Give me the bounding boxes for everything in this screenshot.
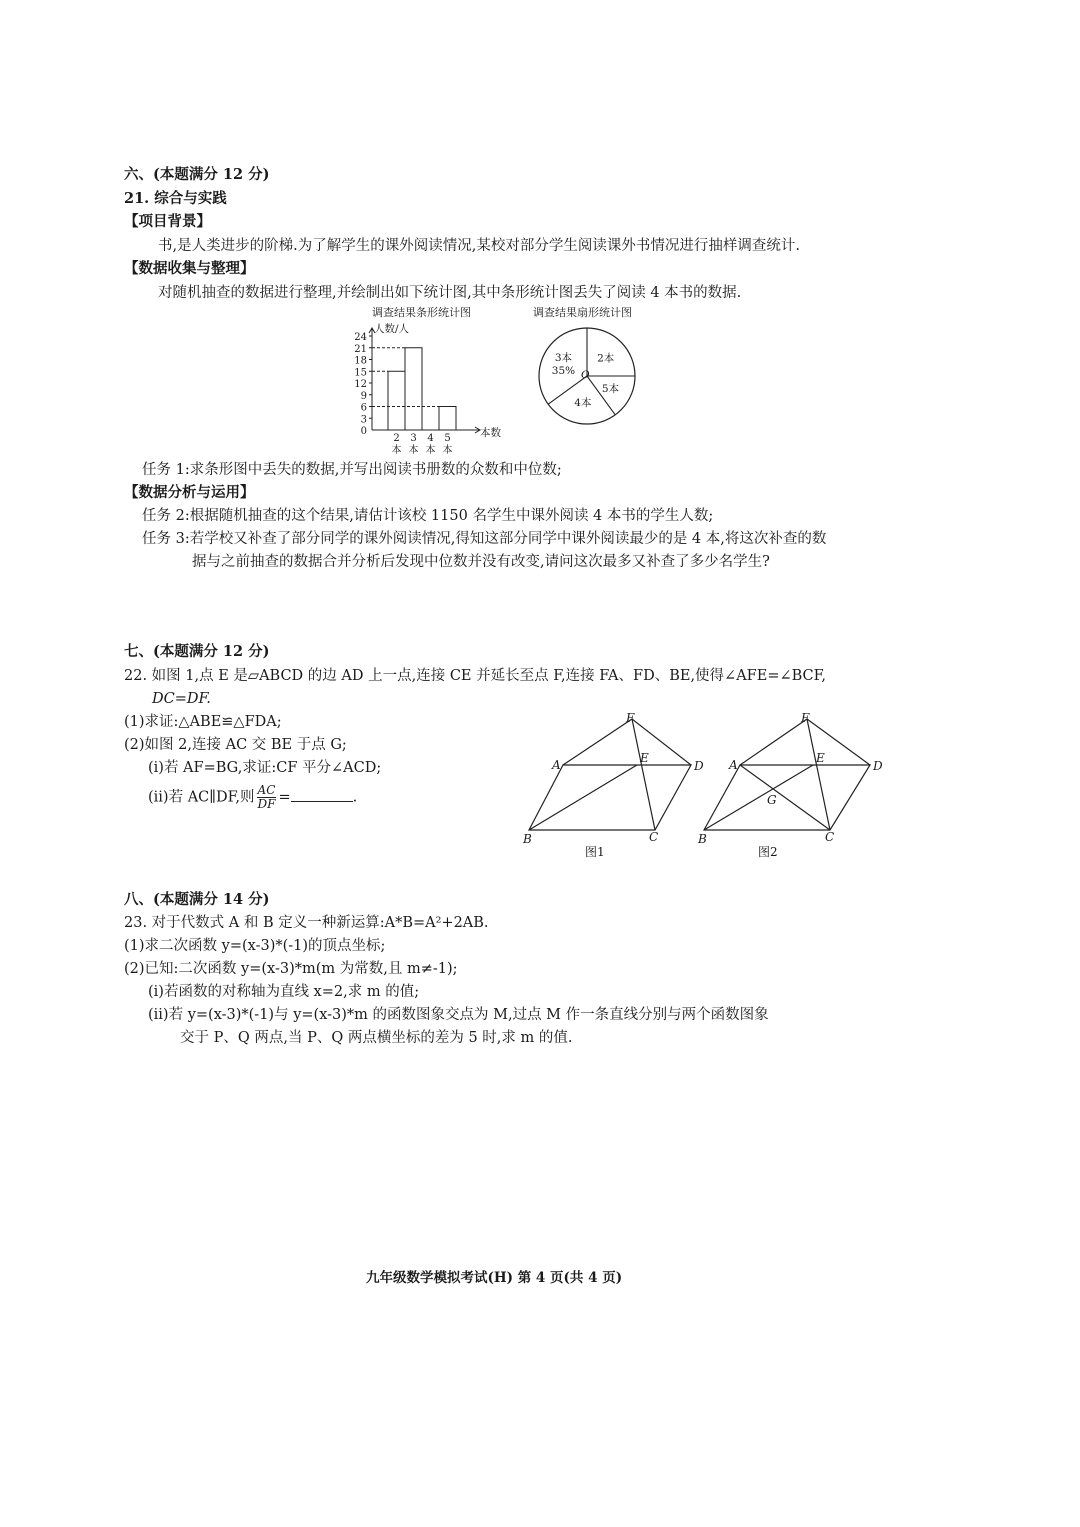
question-23-part-2-i: (ⅰ)若函数的对称轴为直线 x=2,求 m 的值; [148,984,420,1000]
label-d: D [694,759,704,773]
question-22-part-1: (1)求证:△ABE≌△FDA; [124,714,282,730]
label-a: A [729,758,738,772]
label-c: C [649,830,659,844]
label-g: G [767,793,777,807]
bar-chart-title: 调查结果条形统计图 [372,306,471,319]
figure-1 [515,708,710,863]
question-23: 23. 对于代数式 A 和 B 定义一种新运算:A*B=A²+2AB. [124,915,489,931]
page-footer: 九年级数学模拟考试(H) 第 4 页(共 4 页) [366,1270,623,1286]
y-tick-label: 15 [354,367,367,379]
y-tick-label: 12 [354,379,367,390]
figure-2-caption: 图2 [758,845,778,859]
label-e: E [640,751,649,765]
label-e: E [816,751,825,765]
task-3-line-2: 据与之前抽查的数据合并分析后发现中位数并没有改变,请问这次最多又补查了多少名学生? [192,554,770,570]
question-23-part-2-ii-line-2: 交于 P、Q 两点,当 P、Q 两点横坐标的差为 5 时,求 m 的值. [180,1030,573,1046]
pie-center-label: O [581,369,590,381]
y-tick-label: 6 [360,402,367,414]
x-tick-unit: 本 [425,445,436,456]
x-tick-label: 4 [427,433,434,444]
x-tick-label: 3 [410,433,417,444]
fraction-numerator: AC [257,783,276,797]
data-analysis-heading: 【数据分析与运用】 [124,484,255,501]
pie-label-2本: 2本 [597,352,615,365]
figure-2 [690,708,890,863]
question-23-part-2-ii-line-1: (ⅱ)若 y=(x-3)*(-1)与 y=(x-3)*m 的函数图象交点为 M,过点 M 作一条直线分别与两个函数图象 [148,1007,769,1023]
label-f: F [626,711,635,725]
label-b: B [698,832,707,846]
answer-blank [291,789,353,802]
y-tick-label: 9 [360,390,367,402]
section-6-title: 六、(本题满分 12 分) [124,166,270,183]
y-tick-label: 0 [360,426,367,437]
question-22-line-1: 22. 如图 1,点 E 是▱ABCD 的边 AD 上一点,连接 CE 并延长至点 F,连接 FA、FD、BE,使得∠AFE=∠BCF, [124,668,827,684]
segment-fc [632,719,655,830]
label-f: F [801,711,810,725]
background-heading: 【项目背景】 [124,213,211,230]
fraction-denominator: DF [257,797,276,811]
ratio-fraction [257,784,277,811]
x-tick-unit: 本 [408,445,419,456]
pie-label-5本: 5本 [601,382,620,395]
parallelogram-abcd [529,765,691,830]
label-b: B [523,832,532,846]
task-1: 任务 1:求条形图中丢失的数据,并写出阅读书册数的众数和中位数; [142,462,562,478]
pie-chart-title: 调查结果扇形统计图 [533,306,632,319]
x-tick-label: 2 [393,433,400,444]
bar-3本 [405,348,422,430]
equals-sign: = [278,789,291,806]
segment-be [529,765,637,830]
question-23-part-2: (2)已知:二次函数 y=(x-3)*m(m 为常数,且 m≠-1); [124,961,458,977]
task-2: 任务 2:根据随机抽查的这个结果,请估计该校 1150 名学生中课外阅读 4 本书的学生人数; [142,508,714,524]
question-21-title: 21. 综合与实践 [124,190,227,207]
segment-fa [740,719,807,765]
section-8-title: 八、(本题满分 14 分) [124,891,270,908]
figure-1-caption: 图1 [585,845,605,859]
question-22-part-2-ii [148,784,357,811]
segment-fc [807,719,830,830]
x-tick-label: 5 [444,433,451,444]
pie-label-3本: 3本 [554,352,573,365]
y-axis-label: 人数/人 [374,323,410,335]
segment-ac [740,765,830,830]
y-tick-label: 18 [354,355,367,367]
y-tick-label: 3 [360,414,367,426]
pie-chart [525,302,665,432]
y-tick-label: 21 [354,343,367,355]
question-22-part-2-i: (ⅰ)若 AF=BG,求证:CF 平分∠ACD; [148,760,382,776]
parallelogram-abcd [704,765,870,830]
y-tick-label: 24 [354,332,367,343]
period: . [352,789,358,806]
part-2-ii-prefix: (ⅱ)若 AC∥DF,则 [148,789,255,806]
bar-5本 [439,407,456,431]
label-a: A [552,758,561,772]
label-d: D [873,759,883,773]
segment-fa [563,719,632,765]
x-axis-label: 本数 [480,427,501,439]
data-collection-text: 对随机抽查的数据进行整理,并绘制出如下统计图,其中条形统计图丢失了阅读 4 本书的数据. [158,285,742,301]
question-23-part-1: (1)求二次函数 y=(x-3)*(-1)的顶点坐标; [124,938,386,954]
bar-chart [340,302,520,462]
pie-percent-label: 35% [551,365,576,378]
question-22-part-2: (2)如图 2,连接 AC 交 BE 于点 G; [124,737,347,753]
section-7-title: 七、(本题满分 12 分) [124,643,270,660]
task-3-line-1: 任务 3:若学校又补查了部分同学的课外阅读情况,得知这部分同学中课外阅读最少的是 4 本,将这次补查的数 [142,531,827,547]
pie-label-4本: 4本 [574,397,592,410]
x-tick-unit: 本 [391,445,402,456]
label-c: C [825,830,835,844]
question-22-line-2: DC=DF. [152,691,211,707]
bar-2本 [388,371,405,430]
background-text: 书,是人类进步的阶梯.为了解学生的课外阅读情况,某校对部分学生阅读课外书情况进行抽样调查统计. [158,238,800,254]
data-collection-heading: 【数据收集与整理】 [124,260,255,277]
x-tick-unit: 本 [442,445,453,456]
segment-be [704,765,813,830]
